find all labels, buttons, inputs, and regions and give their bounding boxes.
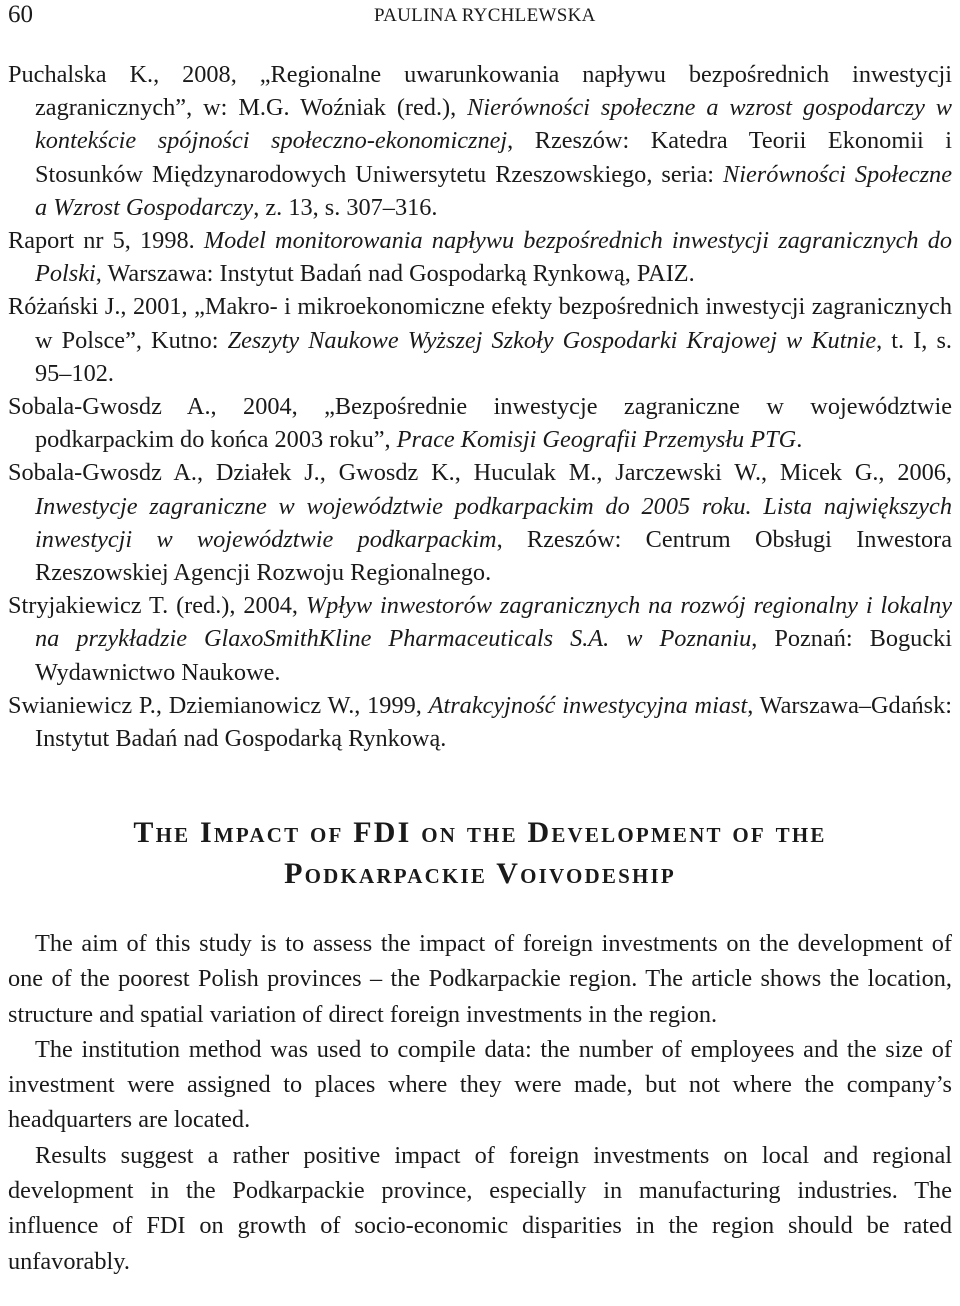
reference-italic-segment: Atrakcyjność inwestycyjna miast xyxy=(428,691,748,719)
reference-entry xyxy=(8,390,952,456)
reference-segment: Swianiewicz P., Dziemianowicz W., 1999, xyxy=(8,691,429,719)
article-title xyxy=(8,812,952,894)
reference-segment: Różański J., 2001, „Makro- i mikroekonomiczne efekty bezpośrednich inwestycji zagranicznych w Polsce”, Kutno: xyxy=(8,293,952,354)
reference-italic-segment: Prace Komisji Geografii Przemysłu PTG xyxy=(396,426,797,454)
reference-entry xyxy=(8,589,952,689)
abstract xyxy=(8,926,952,1279)
reference-segment: Sobala-Gwosdz A., Działek J., Gwosdz K., Huculak M., Jarczewski W., Micek G., 2006, xyxy=(8,459,952,487)
reference-italic-segment: Nierówności Społeczne a Wzrost Gospodarczy xyxy=(35,160,952,221)
reference-entry xyxy=(8,224,952,290)
reference-segment: Raport nr 5, 1998. xyxy=(8,227,204,255)
reference-entry xyxy=(8,58,952,224)
reference-segment: , Warszawa: Instytut Badań nad Gospodarką Rynkową, PAIZ. xyxy=(95,260,695,288)
reference-italic-segment: Model monitorowania napływu bezpośrednich inwestycji zagranicznych do Polski xyxy=(35,227,952,288)
reference-italic-segment: Zeszyty Naukowe Wyższej Szkoły Gospodarki Krajowej w Kutnie xyxy=(227,326,877,354)
reference-segment: , Rzeszów: Katedra Teorii Ekonomii i Stosunków Międzynarodowych Uniwersytetu Rzeszowskiego, seria: xyxy=(35,127,952,188)
references-list xyxy=(8,58,952,755)
abstract-paragraph: Results suggest a rather positive impact of foreign investments on local and regional development in the Podkarpackie province, especially in manufacturing industries. The influence of FDI on growth of socio-economic disparities in the region should be rated unfavorably. xyxy=(8,1141,952,1275)
reference-segment: Sobala-Gwosdz A., 2004, „Bezpośrednie inwestycje zagraniczne w województwie podkarpackim do końca 2003 roku”, xyxy=(8,393,952,454)
reference-entry xyxy=(8,689,952,755)
page-header xyxy=(8,0,952,32)
reference-segment: , t. I, s. 95–102. xyxy=(35,326,952,387)
reference-segment: Puchalska K., 2008, „Regionalne uwarunkowania napływu bezpośrednich inwestycji zagranicznych”, w: M.G. Woźniak (red.), xyxy=(8,61,952,122)
running-head: PAULINA RYCHLEWSKA xyxy=(374,5,596,26)
reference-segment: , Warszawa–Gdańsk: Instytut Badań nad Gospodarką Rynkową. xyxy=(35,691,952,753)
article-title-line-1: The Impact of FDI on the Development of the xyxy=(133,816,827,849)
reference-segment: , Poznań: Bogucki Wydawnictwo Naukowe. xyxy=(35,625,953,686)
reference-entry xyxy=(8,290,952,390)
reference-segment: Stryjakiewicz T. (red.), 2004, xyxy=(8,592,306,620)
reference-italic-segment: Inwestycje zagraniczne w województwie podkarpackim do 2005 roku. Lista największych inwestycji w województwie podkarpackim xyxy=(35,492,952,553)
reference-segment: , z. 13, s. 307–316. xyxy=(253,193,438,221)
reference-italic-segment: Wpływ inwestorów zagranicznych na rozwój regionalny i lokalny na przykładzie GlaxoSmithKline Pharmaceuticals S.A. w Poznaniu xyxy=(35,592,953,653)
abstract-paragraph: The institution method was used to compile data: the number of employees and the size of investment were assigned to places where they were made, but not where the company’s headquarters are located. xyxy=(8,1035,952,1134)
article-title-line-2: Podkarpackie Voivodeship xyxy=(284,857,676,890)
page-number: 60 xyxy=(8,1,33,28)
reference-segment: . xyxy=(796,426,803,454)
abstract-paragraph: The aim of this study is to assess the impact of foreign investments on the development of one of the poorest Polish provinces – the Podkarpackie region. The article shows the location, structure and spatial variation of direct foreign investments in the region. xyxy=(8,930,952,1028)
reference-entry xyxy=(8,456,952,589)
reference-segment: , Rzeszów: Centrum Obsługi Inwestora Rzeszowskiej Agencji Rozwoju Regionalnego. xyxy=(35,525,952,587)
reference-italic-segment: Nierówności społeczne a wzrost gospodarczy w kontekście spójności społeczno-ekonomicznej xyxy=(35,94,953,155)
